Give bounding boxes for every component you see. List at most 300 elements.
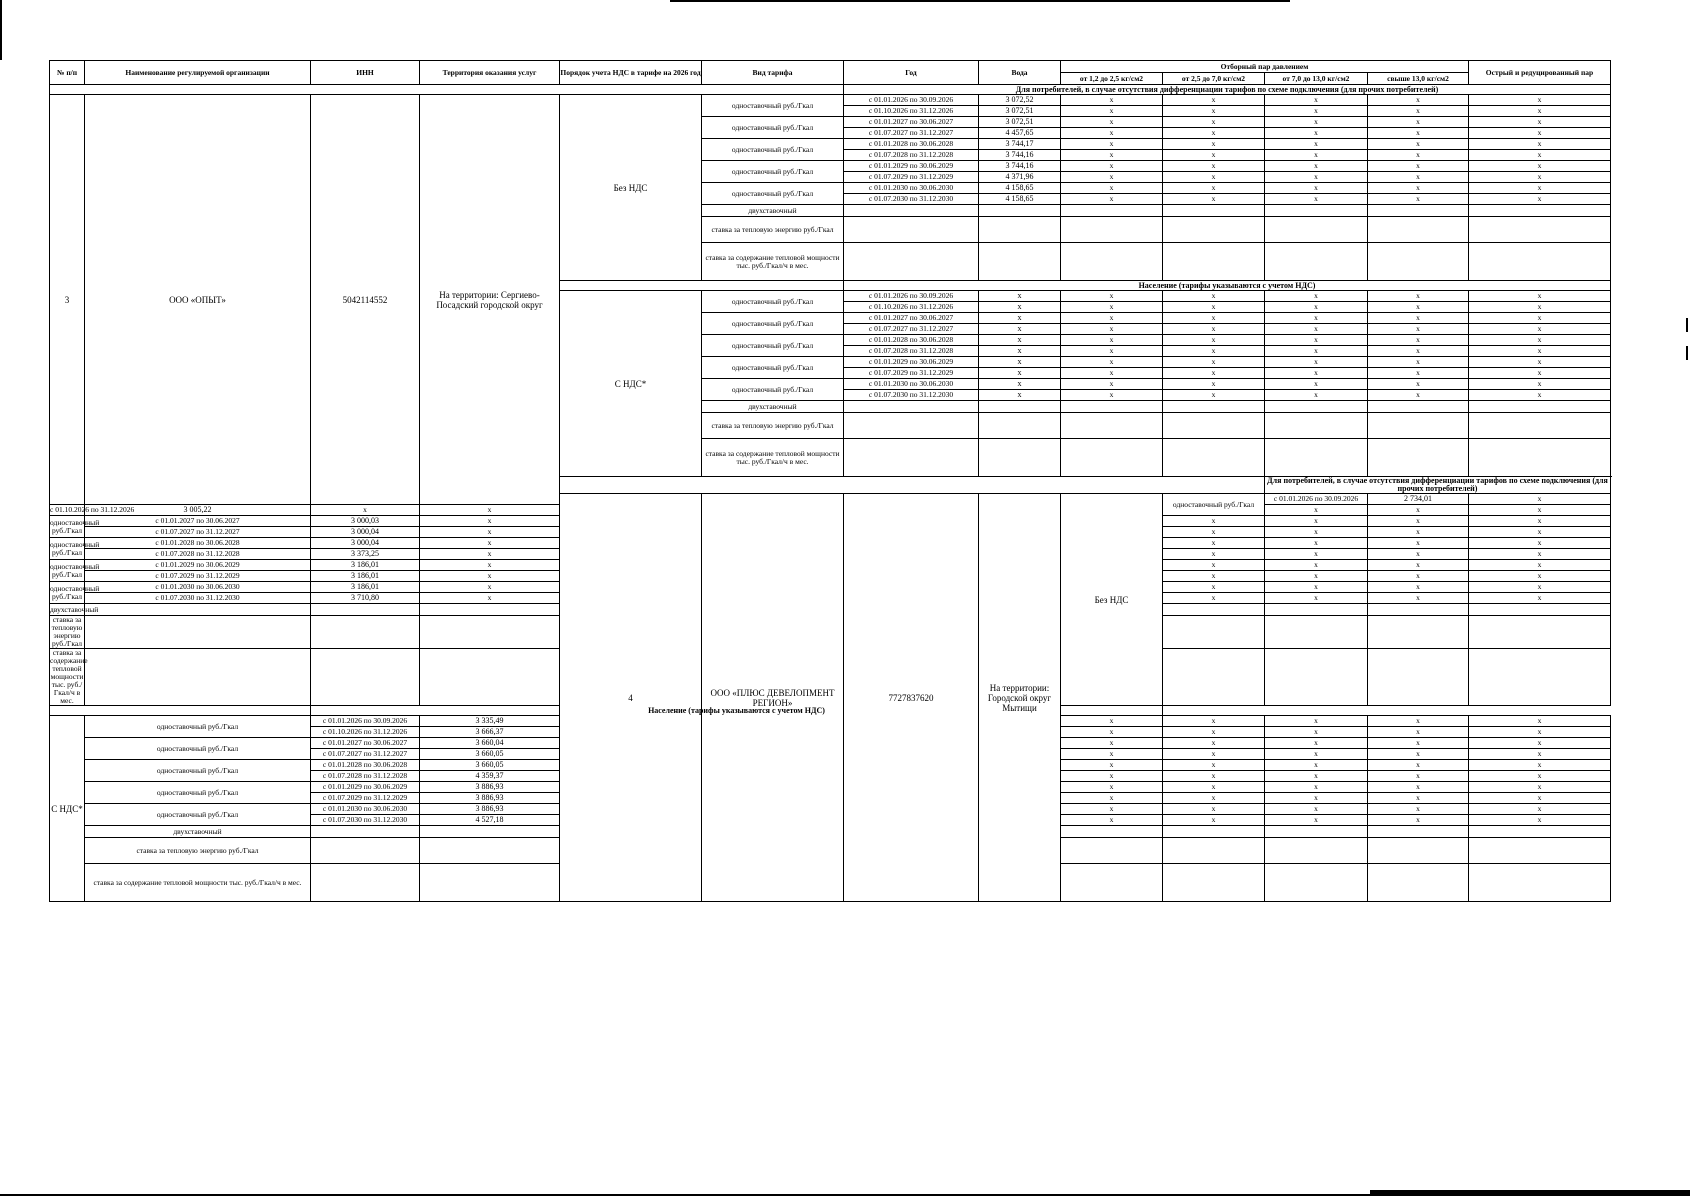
x-cell: x: [1163, 291, 1265, 302]
x-cell: x: [1265, 505, 1368, 516]
x-cell: x: [1163, 379, 1265, 390]
x-cell: x: [1469, 379, 1611, 390]
empty-cell: [311, 604, 420, 616]
water-value: x: [979, 346, 1061, 357]
x-cell: x: [1469, 161, 1611, 172]
empty-cell: [1265, 205, 1368, 217]
top-scan-line: [670, 0, 1290, 2]
x-cell: x: [1469, 390, 1611, 401]
empty-cell: [311, 616, 420, 649]
empty-cell: [1469, 649, 1611, 706]
x-cell: x: [1469, 194, 1611, 205]
x-cell: x: [1368, 571, 1469, 582]
header-org: Наименование регулируемой организации: [85, 61, 311, 85]
org-name: ООО «ПЛЮС ДЕВЕЛОПМЕНТ РЕГИОН»: [702, 494, 844, 902]
x-cell: x: [1368, 324, 1469, 335]
x-cell: x: [1061, 324, 1163, 335]
empty-cell: [844, 243, 979, 281]
x-cell: x: [1163, 139, 1265, 150]
water-value: 4 158,65: [979, 183, 1061, 194]
x-cell: x: [1265, 139, 1368, 150]
tariff-one-part: одноставочный руб./Гкал: [85, 738, 311, 760]
x-cell: x: [1265, 815, 1368, 826]
x-cell: x: [1061, 793, 1163, 804]
period-cell: с 01.01.2027 по 30.06.2027: [85, 516, 311, 527]
x-cell: x: [1368, 749, 1469, 760]
period-cell: с 01.01.2027 по 30.06.2027: [311, 738, 420, 749]
period-cell: с 01.07.2029 по 31.12.2029: [844, 368, 979, 379]
period-cell: с 01.01.2028 по 30.06.2028: [844, 139, 979, 150]
x-cell: x: [1265, 390, 1368, 401]
x-cell: x: [1265, 183, 1368, 194]
tariff-one-part: одноставочный руб./Гкал: [1163, 494, 1265, 516]
x-cell: x: [1163, 357, 1265, 368]
empty-cell: [420, 649, 560, 706]
x-cell: x: [1469, 313, 1611, 324]
empty-cell: [979, 439, 1061, 477]
period-cell: с 01.01.2029 по 30.06.2029: [311, 782, 420, 793]
x-cell: x: [1368, 793, 1469, 804]
tariff-two-part: двухставочный: [702, 401, 844, 413]
x-cell: x: [1469, 749, 1611, 760]
tariff-one-part: одноставочный руб./Гкал: [702, 117, 844, 139]
empty-cell: [1061, 205, 1163, 217]
x-cell: x: [1368, 346, 1469, 357]
period-cell: с 01.01.2027 по 30.06.2027: [844, 313, 979, 324]
empty-cell: [420, 826, 560, 838]
tariff-one-part: одноставочный руб./Гкал: [702, 335, 844, 357]
period-cell: с 01.01.2026 по 30.09.2026: [844, 291, 979, 302]
x-cell: x: [1265, 593, 1368, 604]
empty-cell: [1368, 413, 1469, 439]
tariff-one-part: одноставочный руб./Гкал: [702, 291, 844, 313]
period-cell: с 01.07.2027 по 31.12.2027: [85, 527, 311, 538]
x-cell: x: [1469, 183, 1611, 194]
period-cell: с 01.07.2030 по 31.12.2030: [311, 815, 420, 826]
x-cell: x: [1265, 335, 1368, 346]
period-cell: с 01.01.2028 по 30.06.2028: [311, 760, 420, 771]
period-cell: с 01.01.2030 по 30.06.2030: [85, 582, 311, 593]
water-value: x: [979, 379, 1061, 390]
period-cell: с 01.01.2026 по 30.09.2026: [311, 716, 420, 727]
x-cell: x: [1061, 760, 1163, 771]
x-cell: x: [1368, 782, 1469, 793]
period-cell: с 01.07.2028 по 31.12.2028: [844, 346, 979, 357]
period-cell: с 01.01.2029 по 30.06.2029: [844, 161, 979, 172]
x-cell: x: [1265, 324, 1368, 335]
x-cell: x: [1163, 560, 1265, 571]
x-cell: x: [1163, 549, 1265, 560]
empty-cell: [1469, 838, 1611, 864]
empty-cell: [1163, 838, 1265, 864]
empty-cell: [1163, 864, 1265, 902]
x-cell: x: [1163, 771, 1265, 782]
period-cell: с 01.07.2029 по 31.12.2029: [844, 172, 979, 183]
org-number: 3: [50, 95, 85, 505]
x-cell: x: [1368, 139, 1469, 150]
x-cell: x: [1061, 804, 1163, 815]
water-value: x: [979, 291, 1061, 302]
x-cell: x: [1061, 183, 1163, 194]
empty-cell: [1469, 439, 1611, 477]
water-value: 3 072,52: [979, 95, 1061, 106]
x-cell: x: [1265, 379, 1368, 390]
water-value: 2 734,01: [1368, 494, 1469, 505]
tariff-one-part: одноставочный руб./Гкал: [50, 582, 85, 604]
x-cell: x: [1061, 738, 1163, 749]
empty-cell: [1469, 616, 1611, 649]
x-cell: x: [1469, 505, 1611, 516]
x-cell: x: [1265, 527, 1368, 538]
header-sharp-steam: Острый и редуцированный пар: [1469, 61, 1611, 85]
x-cell: x: [1061, 379, 1163, 390]
x-cell: x: [1163, 390, 1265, 401]
x-cell: x: [1368, 516, 1469, 527]
x-cell: x: [1469, 582, 1611, 593]
x-cell: x: [1265, 106, 1368, 117]
x-cell: x: [1061, 172, 1163, 183]
header-tariff-type: Вид тарифа: [702, 61, 844, 85]
empty-cell: [1265, 838, 1368, 864]
note-spacer: [50, 706, 311, 716]
x-cell: x: [1265, 771, 1368, 782]
tariff-energy-rate: ставка за тепловую энергию руб./Гкал: [702, 217, 844, 243]
empty-cell: [1163, 649, 1265, 706]
water-value: 4 457,65: [979, 128, 1061, 139]
org-name: ООО «ОПЫТ»: [85, 95, 311, 505]
x-cell: x: [1163, 368, 1265, 379]
x-cell: x: [1061, 727, 1163, 738]
note-spacer: [560, 281, 844, 291]
x-cell: x: [1061, 313, 1163, 324]
x-cell: x: [1469, 150, 1611, 161]
x-cell: x: [1469, 95, 1611, 106]
x-cell: x: [1163, 804, 1265, 815]
empty-cell: [1163, 439, 1265, 477]
period-cell: с 01.01.2030 по 30.06.2030: [844, 379, 979, 390]
empty-cell: [1265, 649, 1368, 706]
period-cell: с 01.01.2027 по 30.06.2027: [844, 117, 979, 128]
period-cell: с 01.01.2030 по 30.06.2030: [311, 804, 420, 815]
water-value: 3 660,05: [420, 760, 560, 771]
x-cell: x: [1368, 804, 1469, 815]
tariff-capacity-rate: ставка за содержание тепловой мощности тыс. руб./Гкал/ч в мес.: [702, 439, 844, 477]
x-cell: x: [1265, 716, 1368, 727]
empty-cell: [1368, 826, 1469, 838]
x-cell: x: [1469, 771, 1611, 782]
right-scan-mark-2: [1686, 346, 1688, 360]
tariff-one-part: одноставочный руб./Гкал: [702, 313, 844, 335]
tariff-one-part: одноставочный руб./Гкал: [50, 560, 85, 582]
header-water: Вода: [979, 61, 1061, 85]
water-value: x: [979, 357, 1061, 368]
empty-cell: [1265, 826, 1368, 838]
x-cell: x: [1368, 106, 1469, 117]
empty-cell: [1368, 217, 1469, 243]
x-cell: x: [1061, 716, 1163, 727]
tariff-one-part: одноставочный руб./Гкал: [702, 379, 844, 401]
header-vat: Порядок учета НДС в тарифе на 2026 год: [560, 61, 702, 85]
x-cell: x: [420, 593, 560, 604]
x-cell: x: [1469, 560, 1611, 571]
empty-cell: [1163, 826, 1265, 838]
x-cell: x: [1163, 150, 1265, 161]
empty-cell: [979, 413, 1061, 439]
empty-cell: [311, 826, 420, 838]
empty-cell: [1163, 205, 1265, 217]
period-cell: с 01.01.2029 по 30.06.2029: [85, 560, 311, 571]
x-cell: x: [1469, 516, 1611, 527]
org-number: 4: [560, 494, 702, 902]
x-cell: x: [1469, 106, 1611, 117]
x-cell: x: [1061, 390, 1163, 401]
x-cell: x: [1265, 516, 1368, 527]
x-cell: x: [1265, 582, 1368, 593]
empty-cell: [311, 838, 420, 864]
x-cell: x: [1061, 357, 1163, 368]
empty-cell: [1163, 243, 1265, 281]
x-cell: x: [1368, 716, 1469, 727]
x-cell: x: [1163, 593, 1265, 604]
x-cell: x: [1469, 139, 1611, 150]
x-cell: x: [1061, 815, 1163, 826]
empty-cell: [1061, 243, 1163, 281]
x-cell: x: [1469, 538, 1611, 549]
empty-cell: [1368, 649, 1469, 706]
x-cell: x: [1469, 815, 1611, 826]
org-inn: 5042114552: [311, 95, 420, 505]
period-cell: с 01.01.2029 по 30.06.2029: [844, 357, 979, 368]
empty-cell: [85, 649, 311, 706]
period-cell: с 01.07.2028 по 31.12.2028: [85, 549, 311, 560]
x-cell: x: [1265, 368, 1368, 379]
empty-cell: [844, 205, 979, 217]
empty-cell: [844, 217, 979, 243]
empty-cell: [420, 604, 560, 616]
x-cell: x: [1061, 302, 1163, 313]
empty-cell: [1061, 413, 1163, 439]
tariff-one-part: одноставочный руб./Гкал: [702, 183, 844, 205]
x-cell: x: [1163, 161, 1265, 172]
period-cell: с 01.10.2026 по 31.12.2026: [50, 505, 135, 514]
x-cell: x: [1265, 727, 1368, 738]
empty-cell: [1368, 205, 1469, 217]
x-cell: x: [311, 505, 420, 516]
water-value: 4 158,65: [979, 194, 1061, 205]
note-spacer: [560, 477, 1265, 494]
x-cell: x: [1061, 335, 1163, 346]
tariff-one-part: одноставочный руб./Гкал: [85, 716, 311, 738]
x-cell: x: [1163, 324, 1265, 335]
left-scan-edge: [0, 0, 2, 60]
x-cell: x: [1265, 760, 1368, 771]
x-cell: x: [1368, 368, 1469, 379]
x-cell: x: [1163, 172, 1265, 183]
x-cell: x: [1061, 771, 1163, 782]
x-cell: x: [1469, 302, 1611, 313]
water-value: 3 186,01: [311, 560, 420, 571]
x-cell: x: [1469, 346, 1611, 357]
x-cell: x: [1469, 716, 1611, 727]
x-cell: x: [1163, 738, 1265, 749]
empty-cell: [1061, 439, 1163, 477]
x-cell: x: [1469, 760, 1611, 771]
tariff-one-part: одноставочный руб./Гкал: [85, 760, 311, 782]
x-cell: x: [1368, 760, 1469, 771]
tariff-one-part: одноставочный руб./Гкал: [702, 357, 844, 379]
note-spacer: [50, 85, 844, 95]
x-cell: x: [1469, 727, 1611, 738]
x-cell: x: [1368, 582, 1469, 593]
period-cell: с 01.07.2028 по 31.12.2028: [844, 150, 979, 161]
header-steam-4: свыше 13,0 кг/см2: [1368, 73, 1469, 85]
x-cell: x: [1368, 313, 1469, 324]
tariff-one-part: одноставочный руб./Гкал: [85, 804, 311, 826]
x-cell: x: [1061, 150, 1163, 161]
x-cell: x: [1368, 505, 1469, 516]
x-cell: x: [1368, 390, 1469, 401]
x-cell: x: [420, 560, 560, 571]
empty-cell: [1368, 616, 1469, 649]
x-cell: x: [1265, 560, 1368, 571]
x-cell: x: [1265, 128, 1368, 139]
x-cell: x: [420, 527, 560, 538]
tariff-one-part: одноставочный руб./Гкал: [85, 782, 311, 804]
vat-mode-with-vat: С НДС*: [50, 716, 85, 902]
x-cell: x: [1469, 172, 1611, 183]
period-cell: с 01.01.2026 по 30.09.2026: [1265, 494, 1368, 505]
x-cell: x: [1163, 335, 1265, 346]
x-cell: x: [420, 505, 560, 516]
tariff-one-part: одноставочный руб./Гкал: [702, 161, 844, 183]
x-cell: x: [1265, 357, 1368, 368]
x-cell: x: [1265, 302, 1368, 313]
empty-cell: [1163, 217, 1265, 243]
right-scan-mark: [1686, 318, 1688, 332]
vat-mode-without-vat: Без НДС: [1061, 494, 1163, 706]
period-cell: с 01.07.2029 по 31.12.2029: [85, 571, 311, 582]
water-value: 3 373,25: [311, 549, 420, 560]
x-cell: x: [1469, 571, 1611, 582]
x-cell: x: [1368, 117, 1469, 128]
header-num: № п/п: [50, 61, 85, 85]
x-cell: x: [1469, 324, 1611, 335]
x-cell: x: [1469, 368, 1611, 379]
x-cell: x: [420, 549, 560, 560]
header-inn: ИНН: [311, 61, 420, 85]
x-cell: x: [1265, 291, 1368, 302]
empty-cell: [1265, 401, 1368, 413]
x-cell: x: [1368, 161, 1469, 172]
water-value: 3 000,03: [311, 516, 420, 527]
tariff-two-part: двухставочный: [85, 826, 311, 838]
water-value: x: [979, 368, 1061, 379]
x-cell: x: [1469, 117, 1611, 128]
water-value: 3 660,04: [420, 738, 560, 749]
x-cell: x: [1368, 549, 1469, 560]
tariff-energy-rate: ставка за тепловую энергию руб./Гкал: [702, 413, 844, 439]
empty-cell: [1265, 439, 1368, 477]
header-year: Год: [844, 61, 979, 85]
empty-cell: [1061, 217, 1163, 243]
x-cell: x: [1163, 538, 1265, 549]
water-value: 3 744,16: [979, 150, 1061, 161]
x-cell: x: [1265, 346, 1368, 357]
empty-cell: [1469, 217, 1611, 243]
empty-cell: [1163, 401, 1265, 413]
x-cell: x: [1265, 571, 1368, 582]
x-cell: x: [1469, 782, 1611, 793]
x-cell: x: [1061, 194, 1163, 205]
water-value: 3 000,04: [311, 527, 420, 538]
note-row-with-vat: Население (тарифы указываются с учетом НДС): [311, 706, 1163, 716]
empty-cell: [1265, 864, 1368, 902]
x-cell: x: [1163, 128, 1265, 139]
header-steam-2: от 2,5 до 7,0 кг/см2: [1163, 73, 1265, 85]
period-cell: с 01.10.2026 по 31.12.2026: [844, 302, 979, 313]
x-cell: x: [1469, 793, 1611, 804]
empty-cell: [1163, 616, 1265, 649]
empty-cell: [1061, 838, 1163, 864]
x-cell: x: [1163, 527, 1265, 538]
note-row-without-vat: Для потребителей, в случае отсутствия дифференциации тарифов по схеме подключения (для прочих потребителей): [844, 85, 1611, 95]
note-row-without-vat: Для потребителей, в случае отсутствия дифференциации тарифов по схеме подключения (для прочих потребителей): [1265, 477, 1611, 494]
water-value: x: [979, 324, 1061, 335]
x-cell: x: [1265, 538, 1368, 549]
tariff-capacity-rate: ставка за содержание тепловой мощности тыс. руб./Гкал/ч в мес.: [702, 243, 844, 281]
x-cell: x: [1061, 346, 1163, 357]
empty-cell: [1265, 243, 1368, 281]
tariff-energy-rate: ставка за тепловую энергию руб./Гкал: [85, 838, 311, 864]
water-value: 3 335,49: [420, 716, 560, 727]
x-cell: x: [1061, 95, 1163, 106]
header-steam-3: от 7,0 до 13,0 кг/см2: [1265, 73, 1368, 85]
empty-cell: [844, 413, 979, 439]
x-cell: x: [1469, 494, 1611, 505]
x-cell: x: [420, 538, 560, 549]
x-cell: x: [1163, 571, 1265, 582]
water-value: 3 072,51: [979, 117, 1061, 128]
water-value: 3 186,01: [311, 582, 420, 593]
empty-cell: [979, 205, 1061, 217]
water-value: 3 660,05: [420, 749, 560, 760]
x-cell: x: [1265, 313, 1368, 324]
tariff-one-part: одноставочный руб./Гкал: [50, 538, 85, 560]
x-cell: x: [1469, 291, 1611, 302]
x-cell: x: [1061, 161, 1163, 172]
x-cell: x: [1163, 183, 1265, 194]
empty-cell: [844, 401, 979, 413]
x-cell: x: [1163, 302, 1265, 313]
x-cell: x: [420, 582, 560, 593]
x-cell: x: [1368, 183, 1469, 194]
x-cell: x: [1163, 582, 1265, 593]
tariff-two-part: двухставочный: [702, 205, 844, 217]
tariff-energy-rate: ставка за тепловую энергию руб./Гкал: [50, 616, 85, 649]
x-cell: x: [1265, 117, 1368, 128]
period-cell: с 01.07.2029 по 31.12.2029: [311, 793, 420, 804]
tariff-capacity-rate: ставка за содержание тепловой мощности тыс. руб./Гкал/ч в мес.: [85, 864, 311, 902]
x-cell: x: [1368, 194, 1469, 205]
header-steam-1: от 1,2 до 2,5 кг/см2: [1061, 73, 1163, 85]
empty-cell: [1163, 413, 1265, 439]
x-cell: x: [1265, 95, 1368, 106]
x-cell: x: [1368, 357, 1469, 368]
empty-cell: [979, 243, 1061, 281]
tariff-one-part: одноставочный руб./Гкал: [50, 516, 85, 538]
header-steam-group: Отборный пар давлением: [1061, 61, 1469, 73]
empty-cell: [1469, 864, 1611, 902]
